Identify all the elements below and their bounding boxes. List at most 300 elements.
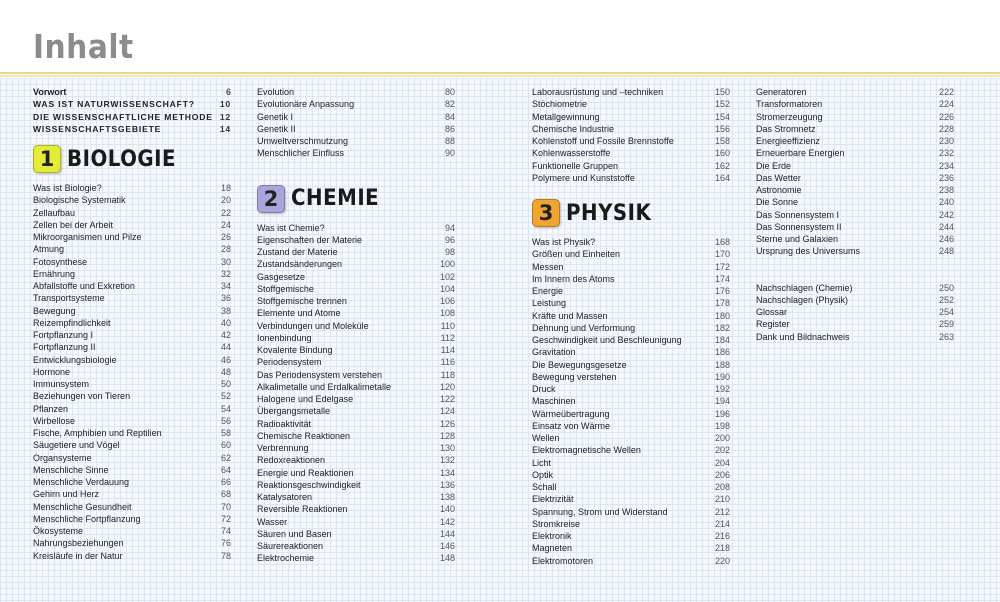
toc-entry-page: 138 [439, 492, 455, 502]
toc-entry-page: 208 [714, 482, 730, 492]
toc-entry[interactable] [33, 194, 231, 206]
toc-entry-page: 32 [220, 268, 231, 279]
toc-entry[interactable] [532, 111, 730, 123]
toc-entry-page: 214 [714, 518, 730, 529]
chapter-number-badge: 3 [532, 199, 560, 227]
toc-entry-page: 170 [714, 249, 730, 260]
toc-entry[interactable] [257, 320, 455, 332]
toc-entry-label: Transformatoren [756, 99, 823, 110]
toc-entry-page: 164 [714, 172, 730, 183]
toc-entry[interactable] [532, 297, 730, 309]
toc-entry-page: 30 [220, 256, 231, 267]
toc-entry[interactable] [756, 98, 954, 110]
toc-entry-page: 168 [714, 237, 730, 247]
toc-entry[interactable] [756, 147, 954, 159]
toc-entry-page: 78 [220, 550, 231, 561]
toc-entry-page: 220 [714, 555, 730, 566]
toc-entry-page: 66 [220, 477, 231, 487]
toc-entry-label: Stromkreise [532, 518, 581, 529]
toc-entry-page: 250 [938, 282, 954, 293]
toc-entry-label: Dank und Bildnachweis [756, 331, 850, 342]
toc-entry-label: Halogene und Edelgase [257, 394, 354, 404]
toc-entry[interactable] [532, 371, 730, 383]
toc-entry-page: 106 [439, 296, 455, 306]
toc-entry-page: 44 [220, 342, 231, 353]
toc-entry[interactable] [33, 111, 231, 123]
toc-entry[interactable] [257, 271, 455, 283]
toc-entry-label: Stoffgemische [257, 283, 314, 294]
toc-entry[interactable] [33, 537, 231, 549]
toc-entry-label: Das Sonnensystem II [756, 221, 842, 232]
toc-entry[interactable] [257, 283, 455, 295]
toc-entry-page: 246 [938, 234, 954, 244]
toc-entry[interactable] [532, 322, 730, 334]
toc-entry[interactable] [532, 555, 730, 567]
toc-entry-page: 116 [440, 357, 455, 368]
toc-entry-label: Radioaktivität [257, 418, 312, 429]
toc-entry-page: 28 [220, 244, 231, 255]
chapter-title: CHEMIE [291, 186, 380, 211]
toc-entry-label: Elektrizität [532, 494, 574, 505]
toc-entry-label: Messen [532, 261, 564, 272]
toc-entry[interactable] [257, 344, 455, 356]
toc-entry-label: Alkalimetalle und Erdalkalimetalle [257, 381, 392, 392]
toc-entry[interactable] [257, 418, 455, 430]
toc-entry-label: Stromerzeugung [756, 111, 823, 122]
toc-entry[interactable] [756, 184, 954, 196]
toc-entry[interactable] [532, 493, 730, 505]
toc-entry[interactable] [756, 123, 954, 135]
toc-entry[interactable] [33, 231, 231, 243]
toc-entry-page: 210 [714, 494, 730, 505]
toc-entry-page: 232 [938, 148, 954, 159]
toc-entry-page: 184 [714, 335, 730, 345]
toc-entry[interactable] [257, 135, 455, 147]
toc-entry-page: 98 [444, 247, 455, 257]
toc-entry-label: Größen und Einheiten [532, 249, 621, 260]
toc-entry-page: 130 [439, 443, 455, 453]
toc-entry-page: 162 [714, 160, 730, 171]
toc-entry-label: Säuren und Basen [257, 528, 332, 539]
chapter-number-badge: 2 [257, 185, 285, 213]
toc-entry[interactable] [532, 481, 730, 493]
toc-entry[interactable] [756, 233, 954, 245]
toc-entry[interactable] [257, 467, 455, 479]
toc-entry-label: Licht [532, 457, 552, 468]
toc-entry[interactable] [33, 292, 231, 304]
toc-entry-label: Atmung [33, 244, 65, 255]
toc-entry-label: Periodensystem [257, 357, 322, 368]
toc-entry[interactable] [33, 268, 231, 280]
toc-entry[interactable] [532, 123, 730, 135]
toc-entry-label: Menschliche Sinne [33, 464, 109, 475]
toc-entry[interactable] [257, 147, 455, 159]
toc-entry[interactable] [33, 329, 231, 341]
toc-entry[interactable] [257, 552, 455, 564]
toc-entry-page: 10 [219, 99, 231, 110]
toc-entry[interactable] [532, 285, 730, 297]
toc-entry[interactable] [532, 310, 730, 322]
toc-entry[interactable] [756, 172, 954, 184]
toc-entry[interactable] [33, 439, 231, 451]
toc-entry-page: 226 [938, 111, 954, 122]
toc-entry[interactable] [532, 273, 730, 285]
toc-entry-label: Ökosysteme [33, 526, 84, 536]
toc-entry[interactable] [532, 542, 730, 554]
toc-column-2 [257, 86, 455, 565]
toc-column-3 [532, 86, 730, 567]
toc-entry-page: 74 [220, 526, 231, 536]
toc-entry[interactable] [33, 341, 231, 353]
toc-entry[interactable] [756, 86, 954, 98]
toc-entry-page: 18 [220, 183, 231, 193]
toc-entry-label: Wellen [532, 433, 560, 443]
toc-entry[interactable] [33, 219, 231, 231]
toc-entry-label: Die Sonne [756, 197, 799, 208]
toc-entry-page: 48 [220, 366, 231, 377]
toc-entry-page: 198 [714, 420, 730, 431]
toc-entry-page: 248 [938, 246, 954, 257]
toc-entry[interactable] [532, 135, 730, 147]
toc-entry[interactable] [756, 209, 954, 221]
toc-entry-page: 46 [220, 354, 231, 365]
toc-entry[interactable] [532, 506, 730, 518]
toc-entry-page: 76 [220, 538, 231, 549]
toc-entry-label: Das Wetter [756, 172, 801, 183]
toc-entry[interactable] [33, 550, 231, 562]
toc-entry-label: Funktionelle Gruppen [532, 160, 619, 171]
toc-entry-label: Zustand der Materie [257, 247, 338, 257]
toc-entry-page: 236 [938, 172, 954, 183]
toc-entry[interactable] [33, 256, 231, 268]
toc-entry[interactable] [532, 172, 730, 184]
toc-entry-page: 122 [439, 394, 455, 404]
toc-entry-label: WISSENSCHAFTSGEBIETE [33, 123, 162, 134]
toc-entry-page: 96 [444, 234, 455, 245]
toc-entry-page: 62 [220, 452, 231, 463]
toc-entry-page: 206 [714, 469, 730, 480]
toc-entry-label: Immunsystem [33, 379, 90, 389]
toc-entry-page: 108 [439, 308, 455, 319]
toc-entry-label: Schall [532, 482, 557, 492]
toc-entry-label: Astronomie [756, 185, 802, 195]
toc-entry[interactable] [257, 258, 455, 270]
toc-entry[interactable] [756, 111, 954, 123]
toc-entry-label: Spannung, Strom und Widerstand [532, 506, 668, 517]
chapter-title: BIOLOGIE [67, 146, 177, 172]
toc-entry-label: Chemische Reaktionen [257, 430, 351, 441]
toc-entry-page: 134 [439, 467, 455, 478]
toc-entry[interactable] [756, 306, 954, 318]
toc-entry[interactable] [257, 369, 455, 381]
toc-entry[interactable] [756, 135, 954, 147]
toc-entry[interactable] [33, 525, 231, 537]
toc-entry[interactable] [33, 452, 231, 464]
toc-entry[interactable] [33, 317, 231, 329]
toc-entry-page: 94 [444, 222, 455, 233]
toc-entry-label: Kräfte und Massen [532, 310, 608, 321]
toc-entry-label: Energieeffizienz [756, 136, 820, 146]
toc-entry-label: Energie [532, 286, 564, 296]
toc-entry-label: Verbindungen und Moleküle [257, 320, 369, 331]
toc-entry[interactable] [532, 248, 730, 260]
toc-entry-page: 42 [220, 330, 231, 340]
toc-entry[interactable] [257, 98, 455, 110]
toc-entry-page: 244 [938, 221, 954, 232]
toc-entry-page: 60 [220, 440, 231, 451]
toc-entry[interactable] [532, 530, 730, 542]
toc-entry[interactable] [532, 98, 730, 110]
toc-entry-label: Abfallstoffe und Exkretion [33, 281, 135, 291]
toc-entry-label: Elektromagnetische Wellen [532, 445, 641, 456]
toc-entry-label: Was ist Physik? [532, 237, 596, 247]
toc-entry-page: 224 [938, 99, 954, 110]
toc-entry[interactable] [257, 123, 455, 135]
toc-entry-page: 102 [439, 271, 455, 282]
toc-entry-label: Hormone [33, 366, 71, 377]
toc-entry[interactable] [532, 395, 730, 407]
toc-entry[interactable] [756, 160, 954, 172]
toc-entry-label: Elektromotoren [532, 555, 594, 566]
toc-entry-label: Nachschlagen (Physik) [756, 294, 849, 305]
toc-entry[interactable] [257, 442, 455, 454]
toc-entry-label: Fische, Amphibien und Reptilien [33, 428, 162, 438]
toc-entry[interactable] [257, 405, 455, 417]
toc-entry[interactable] [257, 516, 455, 528]
chapter-number-badge: 1 [33, 145, 61, 173]
toc-entry-page: 86 [444, 123, 455, 134]
toc-entry[interactable] [257, 234, 455, 246]
toc-entry-page: 70 [220, 501, 231, 512]
toc-entry-label: Säurereaktionen [257, 541, 324, 551]
toc-entry[interactable] [532, 86, 730, 98]
toc-entry[interactable] [257, 479, 455, 491]
toc-entry[interactable] [532, 261, 730, 273]
toc-entry[interactable] [532, 147, 730, 159]
toc-entry[interactable] [33, 280, 231, 292]
toc-entry-label: Leistung [532, 298, 567, 309]
toc-entry-label: Zellen bei der Arbeit [33, 219, 114, 230]
toc-entry-page: 68 [220, 489, 231, 500]
toc-entry-page: 200 [714, 433, 730, 443]
toc-entry[interactable] [33, 86, 231, 98]
toc-entry-label: Ursprung des Universums [756, 246, 861, 257]
toc-entry[interactable] [33, 366, 231, 378]
toc-entry-page: 156 [714, 123, 730, 134]
toc-entry-page: 128 [439, 430, 455, 441]
toc-entry[interactable] [257, 111, 455, 123]
toc-entry-label: Gehirn und Herz [33, 489, 100, 500]
toc-entry-page: 154 [714, 111, 730, 122]
toc-entry-label: Genetik II [257, 123, 296, 134]
toc-entry-label: Elektrochemie [257, 553, 315, 564]
toc-entry[interactable] [257, 222, 455, 234]
toc-entry[interactable] [257, 393, 455, 405]
page-title: Inhalt [33, 27, 134, 66]
toc-entry[interactable] [33, 123, 231, 135]
toc-entry-label: Wasser [257, 516, 288, 527]
toc-entry[interactable] [257, 540, 455, 552]
toc-entry[interactable] [532, 236, 730, 248]
toc-entry-page: 234 [938, 160, 954, 171]
toc-entry-page: 242 [938, 209, 954, 220]
toc-entry-page: 50 [220, 379, 231, 389]
toc-entry[interactable] [33, 243, 231, 255]
toc-entry[interactable] [756, 318, 954, 330]
toc-entry-page: 20 [220, 195, 231, 206]
toc-entry[interactable] [532, 469, 730, 481]
toc-entry-page: 180 [714, 310, 730, 321]
toc-entry-page: 54 [220, 403, 231, 414]
toc-entry[interactable] [532, 432, 730, 444]
toc-entry-page: 26 [220, 232, 231, 242]
toc-entry-label: Biologische Systematik [33, 195, 126, 206]
toc-entry-label: Kohlenstoff und Fossile Brennstoffe [532, 136, 674, 146]
toc-entry-label: Mikroorganismen und Pilze [33, 232, 142, 242]
toc-entry[interactable] [532, 420, 730, 432]
toc-entry-label: Polymere und Kunststoffe [532, 172, 635, 183]
toc-entry-label: Die Bewegungsgesetze [532, 359, 627, 370]
toc-entry[interactable] [33, 476, 231, 488]
toc-entry-page: 22 [220, 207, 231, 218]
toc-entry-page: 176 [714, 286, 730, 296]
toc-entry[interactable] [33, 415, 231, 427]
toc-entry-label: Register [756, 319, 790, 330]
toc-entry-label: Sterne und Galaxien [756, 234, 839, 244]
toc-entry-label: WAS IST NATURWISSENSCHAFT? [33, 99, 195, 110]
toc-entry-page: 34 [220, 281, 231, 291]
toc-entry[interactable] [532, 383, 730, 395]
toc-entry-page: 212 [714, 506, 730, 517]
toc-entry[interactable] [532, 160, 730, 172]
toc-entry[interactable] [33, 501, 231, 513]
toc-entry-page: 120 [439, 381, 455, 392]
toc-entry-label: Kreisläufe in der Natur [33, 550, 123, 561]
toc-entry-page: 114 [440, 345, 455, 355]
toc-entry-label: Menschliche Gesundheit [33, 501, 132, 512]
toc-entry[interactable] [257, 295, 455, 307]
toc-entry[interactable] [33, 464, 231, 476]
toc-entry[interactable] [33, 513, 231, 525]
toc-entry[interactable] [33, 403, 231, 415]
toc-entry[interactable] [257, 86, 455, 98]
toc-entry-page: 204 [714, 457, 730, 468]
toc-entry-page: 216 [714, 531, 730, 541]
toc-entry[interactable] [532, 444, 730, 456]
toc-entry[interactable] [756, 294, 954, 306]
toc-entry-label: Im Innern des Atoms [532, 273, 615, 284]
toc-entry-page: 36 [220, 293, 231, 304]
toc-entry-page: 259 [938, 319, 954, 330]
toc-entry[interactable] [33, 488, 231, 500]
toc-entry-label: Maschinen [532, 396, 576, 407]
toc-entry[interactable] [257, 246, 455, 258]
toc-entry-page: 24 [220, 219, 231, 230]
toc-entry-page: 110 [440, 320, 455, 331]
toc-entry[interactable] [532, 457, 730, 469]
toc-entry[interactable] [33, 305, 231, 317]
toc-entry-label: Säugetiere und Vögel [33, 440, 120, 451]
toc-entry[interactable] [756, 245, 954, 257]
toc-entry[interactable] [257, 454, 455, 466]
toc-entry[interactable] [532, 518, 730, 530]
toc-entry-page: 84 [444, 111, 455, 122]
toc-entry-page: 188 [714, 359, 730, 370]
toc-entry[interactable] [532, 346, 730, 358]
toc-entry[interactable] [532, 334, 730, 346]
toc-entry-label: DIE WISSENSCHAFTLICHE METHODE [33, 111, 213, 122]
toc-entry[interactable] [257, 356, 455, 368]
toc-entry[interactable] [756, 196, 954, 208]
toc-entry[interactable] [33, 378, 231, 390]
toc-entry-page: 263 [938, 331, 954, 342]
toc-entry[interactable] [33, 207, 231, 219]
toc-entry-page: 12 [219, 111, 231, 122]
chapter-heading-biologie[interactable] [33, 144, 231, 174]
toc-entry-label: Reizempfindlichkeit [33, 317, 111, 328]
toc-entry-label: Umweltverschmutzung [257, 136, 349, 146]
toc-entry-page: 146 [439, 541, 455, 551]
toc-entry[interactable] [756, 282, 954, 294]
toc-entry-label: Bewegung [33, 305, 76, 316]
toc-entry-page: 192 [714, 384, 730, 394]
toc-entry-label: Erneuerbare Energien [756, 148, 845, 159]
toc-entry-label: Menschliche Verdauung [33, 477, 130, 487]
toc-entry[interactable] [257, 332, 455, 344]
toc-entry[interactable] [532, 408, 730, 420]
toc-entry[interactable] [257, 491, 455, 503]
toc-entry[interactable] [33, 182, 231, 194]
toc-entry-page: 150 [714, 87, 730, 97]
toc-entry-label: Glossar [756, 307, 788, 317]
toc-entry-page: 132 [439, 455, 455, 466]
toc-entry[interactable] [257, 307, 455, 319]
toc-entry-label: Katalysatoren [257, 492, 313, 502]
toc-entry-label: Gasgesetze [257, 271, 306, 282]
toc-entry-page: 182 [714, 322, 730, 333]
toc-entry-label: Einsatz von Wärme [532, 420, 611, 431]
toc-entry[interactable] [257, 528, 455, 540]
toc-entry[interactable] [257, 381, 455, 393]
toc-entry[interactable] [257, 503, 455, 515]
chapter-title: PHYSIK [566, 200, 652, 226]
toc-entry-label: Wirbellose [33, 415, 76, 426]
toc-entry-label: Pflanzen [33, 403, 69, 414]
toc-entry-label: Energie und Reaktionen [257, 467, 354, 478]
toc-entry-page: 240 [938, 197, 954, 208]
toc-entry-label: Fortpflanzung II [33, 342, 96, 353]
toc-entry[interactable] [33, 390, 231, 402]
toc-entry[interactable] [756, 221, 954, 233]
toc-entry-label: Das Periodensystem verstehen [257, 369, 383, 380]
toc-entry[interactable] [532, 359, 730, 371]
toc-entry-page: 100 [439, 259, 455, 270]
toc-column-4 [756, 86, 954, 343]
toc-entry-label: Laborausrüstung und –techniken [532, 87, 664, 97]
toc-entry-label: Übergangsmetalle [257, 406, 331, 417]
chapter-heading-physik[interactable] [532, 198, 730, 228]
toc-entry[interactable] [257, 430, 455, 442]
toc-entry-page: 136 [439, 479, 455, 490]
toc-entry-page: 64 [220, 464, 231, 475]
toc-entry[interactable] [33, 427, 231, 439]
chapter-heading-chemie[interactable] [257, 184, 455, 214]
toc-entry[interactable] [33, 354, 231, 366]
toc-entry[interactable] [756, 331, 954, 343]
toc-entry-page: 148 [439, 553, 455, 564]
toc-entry[interactable] [33, 98, 231, 110]
toc-entry-page: 124 [439, 406, 455, 417]
